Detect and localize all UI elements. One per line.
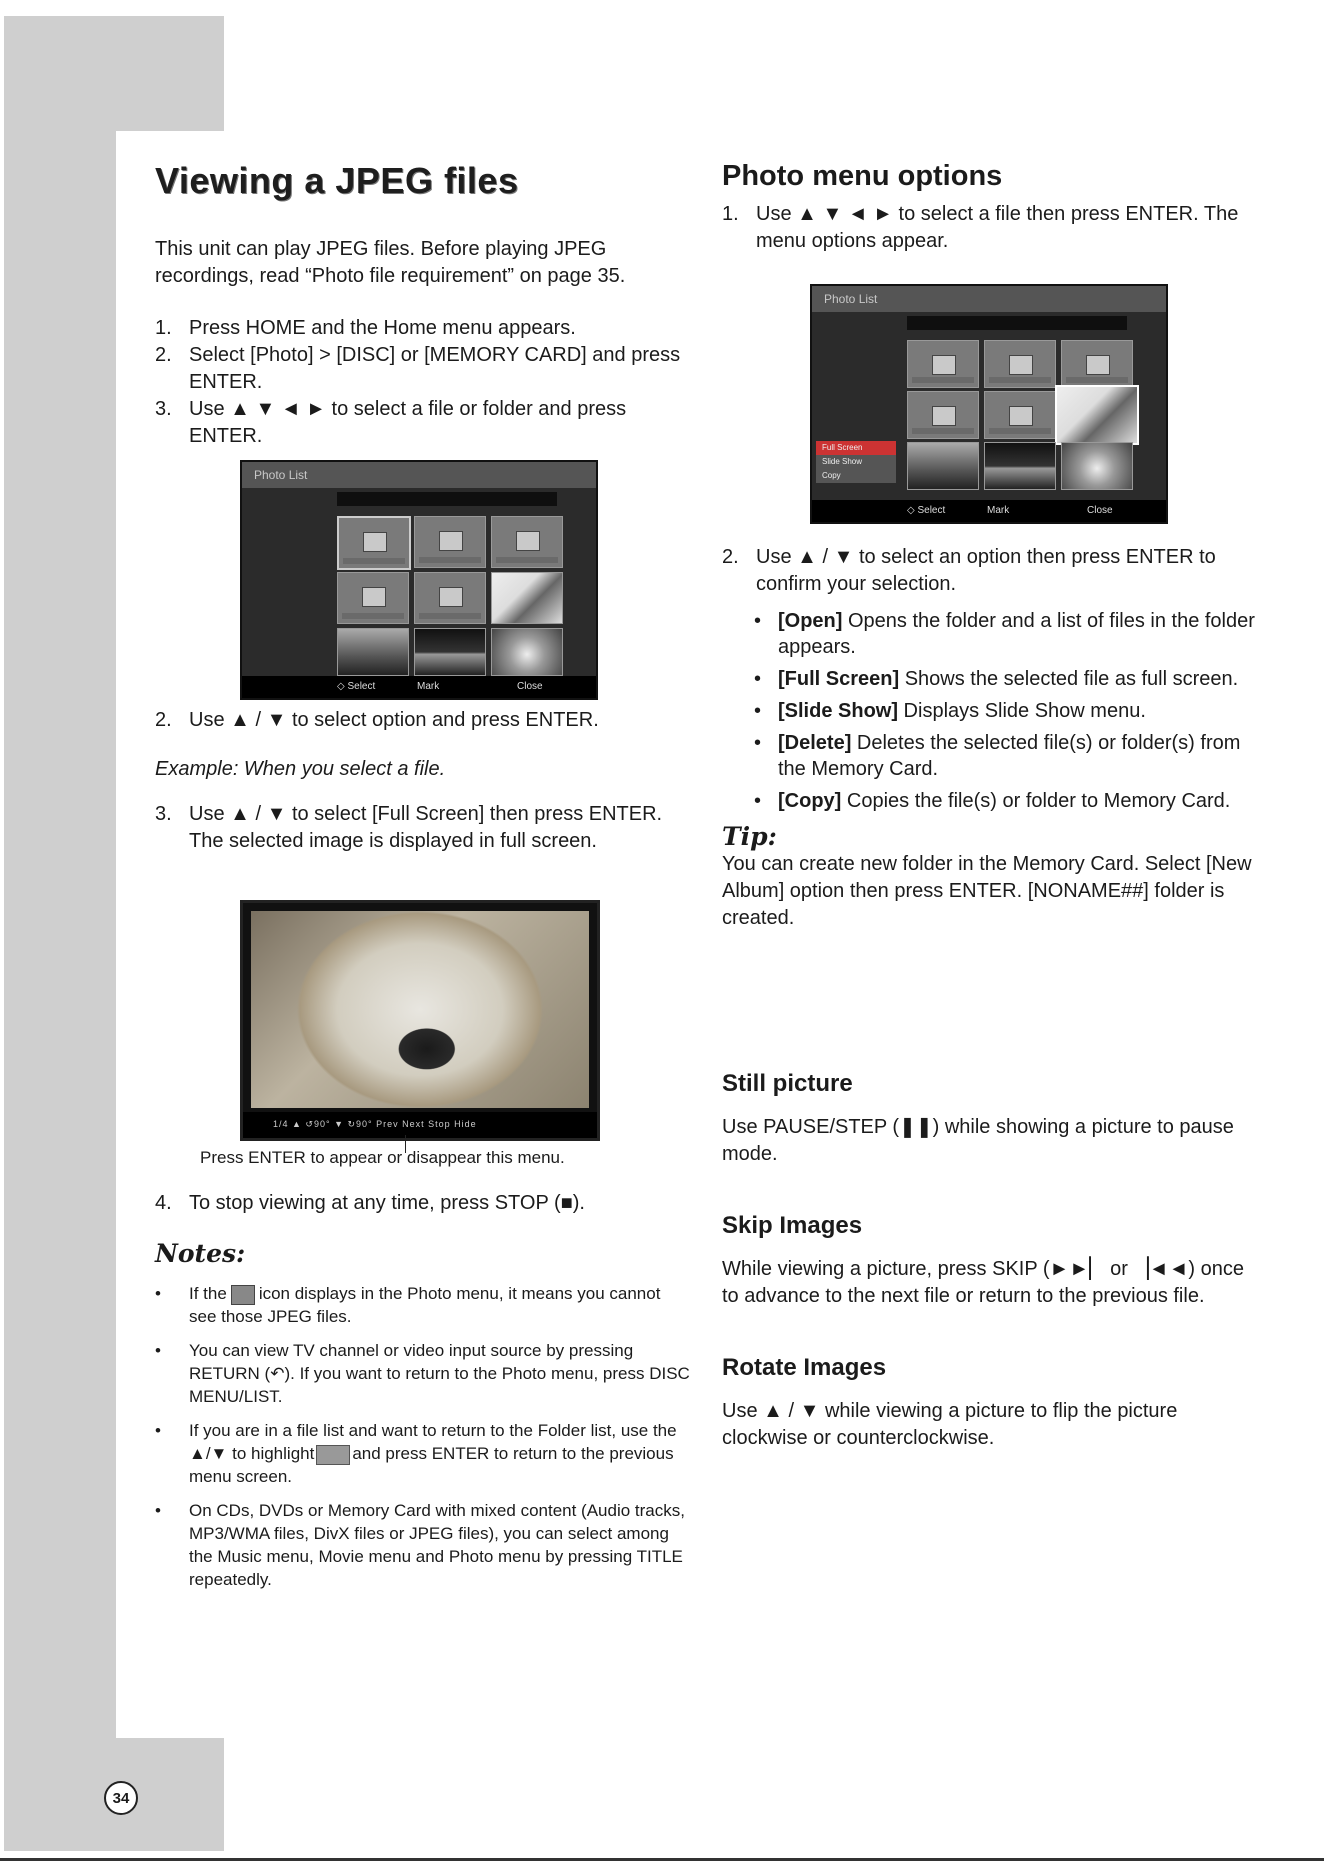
folder-tile bbox=[1061, 340, 1133, 388]
options-list bbox=[722, 608, 1262, 814]
margin-tab-top bbox=[4, 16, 224, 131]
folder-tile bbox=[984, 340, 1056, 388]
parent-folder-icon bbox=[316, 1445, 350, 1465]
example-text: Example: When you select a file. bbox=[155, 758, 446, 780]
option-item: • [Full Screen] Shows the selected file as full screen. bbox=[754, 668, 1239, 690]
photo-menu-screenshot bbox=[810, 284, 1168, 524]
rotate-images-text: Use ▲ / ▼ while viewing a picture to flip the picture clockwise or counterclockwise. bbox=[722, 1400, 1178, 1449]
folder-tile bbox=[337, 516, 411, 570]
option-item: • [Open] Opens the folder and a list of files in the folder appears. bbox=[754, 610, 1255, 658]
tip-heading: Tip: bbox=[722, 822, 777, 851]
option-item: • [Copy] Copies the file(s) or folder to Memory Card. bbox=[754, 790, 1231, 812]
step-item: 2. Use ▲ / ▼ to select option and press ENTER. bbox=[155, 709, 599, 731]
photo-thumbnail bbox=[1061, 442, 1133, 490]
option-item: • [Slide Show] Displays Slide Show menu. bbox=[754, 700, 1146, 722]
screen-title: Photo List bbox=[254, 468, 308, 482]
steps-list-b bbox=[155, 707, 690, 734]
rotate-images-title: Rotate Images bbox=[722, 1354, 887, 1381]
bottom-rule bbox=[0, 1858, 1324, 1861]
folder-tile bbox=[907, 340, 979, 388]
still-picture-text: Use PAUSE/STEP (❚❚) while showing a picture to pause mode. bbox=[722, 1116, 1234, 1165]
folder-tile bbox=[414, 572, 486, 624]
path-bar bbox=[907, 316, 1127, 330]
note-item: • If the icon displays in the Photo menu, it means you cannot see those JPEG files. bbox=[155, 1284, 661, 1326]
left-steps-b bbox=[155, 707, 690, 855]
folder-tile bbox=[984, 391, 1056, 439]
photo-thumbnail bbox=[491, 628, 563, 676]
folder-icon bbox=[439, 587, 463, 607]
folder-tile bbox=[337, 572, 409, 624]
right-steps-1 bbox=[722, 201, 1262, 255]
folder-tile bbox=[907, 391, 979, 439]
folder-tile bbox=[491, 516, 563, 568]
steps-list-a bbox=[155, 315, 690, 450]
folder-icon bbox=[932, 355, 956, 375]
note-item: • On CDs, DVDs or Memory Card with mixed content (Audio tracks, MP3/WMA files, DivX files or JPEG files), you can select among the Music menu, Movie menu and Photo menu by pressing TITLE repeatedly. bbox=[155, 1501, 685, 1589]
path-bar bbox=[337, 492, 557, 506]
menu-item: Copy bbox=[822, 471, 841, 480]
photo-thumbnail bbox=[984, 442, 1056, 490]
skip-images-text: While viewing a picture, press SKIP (►►▏ or ▕◄◄) once to advance to the next file or return to the previous file. bbox=[722, 1258, 1244, 1307]
menu-item: Slide Show bbox=[822, 457, 863, 466]
folder-icon bbox=[1009, 355, 1033, 375]
note-item: • If you are in a file list and want to return to the Folder list, use the ▲/▼ to highlight and press ENTER to return to the previous menu screen. bbox=[155, 1421, 677, 1486]
still-picture-title: Still picture bbox=[722, 1070, 853, 1097]
steps-list-d bbox=[155, 1190, 690, 1217]
step-item: 2. Select [Photo] > [DISC] or [MEMORY CARD] and press ENTER. bbox=[155, 344, 681, 393]
right-lower bbox=[722, 544, 1262, 932]
right-bottom bbox=[722, 1070, 1262, 1452]
step-item: 2. Use ▲ / ▼ to select an option then press ENTER to confirm your selection. bbox=[722, 546, 1216, 595]
step-item: 3. Use ▲ / ▼ to select [Full Screen] then press ENTER. The selected image is displayed in full screen. bbox=[155, 803, 663, 852]
photo-thumbnail bbox=[907, 442, 979, 490]
notes-heading: Notes: bbox=[155, 1239, 246, 1268]
folder-icon bbox=[439, 531, 463, 551]
options-menu bbox=[816, 441, 896, 483]
fullscreen-menu-bar: 1/4 ▲ ↺90° ▼ ↻90° Prev Next Stop Hide bbox=[243, 1112, 597, 1138]
right-steps-2 bbox=[722, 544, 1262, 598]
intro-paragraph: This unit can play JPEG files. Before playing JPEG recordings, read “Photo file requirement” on page 35. bbox=[155, 238, 626, 287]
folder-icon bbox=[516, 531, 540, 551]
screen-statusbar: ◇ Select Mark Close bbox=[242, 676, 596, 698]
tip-text: You can create new folder in the Memory Card. Select [New Album] option then press ENTER. [NONAME##] folder is created. bbox=[722, 853, 1252, 929]
option-item: • [Delete] Deletes the selected file(s) or folder(s) from the Memory Card. bbox=[754, 732, 1241, 780]
photo-thumbnail bbox=[337, 628, 409, 676]
notes-list bbox=[155, 1282, 690, 1591]
left-column bbox=[155, 160, 690, 450]
margin-strip bbox=[4, 131, 116, 1851]
folder-icon bbox=[932, 406, 956, 426]
page-number: 34 bbox=[104, 1781, 138, 1815]
unsupported-file-icon bbox=[231, 1285, 255, 1305]
step-item: 3. Use ▲ ▼ ◄ ► to select a file or folder and press ENTER. bbox=[155, 398, 627, 447]
step-item: 4. To stop viewing at any time, press STOP (■). bbox=[155, 1192, 585, 1214]
steps-list-c bbox=[155, 801, 690, 855]
photo-thumbnail-selected bbox=[1055, 385, 1139, 445]
right-column bbox=[722, 160, 1262, 255]
screen-statusbar: ◇ Select Mark Close bbox=[812, 500, 1166, 522]
folder-icon bbox=[363, 532, 387, 552]
folder-icon bbox=[1086, 355, 1110, 375]
skip-images-title: Skip Images bbox=[722, 1212, 863, 1239]
photo-thumbnail bbox=[491, 572, 563, 624]
fullscreen-screenshot bbox=[240, 900, 600, 1141]
page-title: Viewing a JPEG files bbox=[155, 160, 519, 201]
step-item: 1. Press HOME and the Home menu appears. bbox=[155, 317, 576, 339]
menu-item: Full Screen bbox=[816, 441, 896, 455]
section-title: Photo menu options bbox=[722, 160, 1003, 192]
dog-photo bbox=[251, 911, 589, 1108]
left-bottom bbox=[155, 1190, 690, 1602]
step-item: 1. Use ▲ ▼ ◄ ► to select a file then press ENTER. The menu options appear. bbox=[722, 203, 1239, 252]
screen-title: Photo List bbox=[824, 292, 878, 306]
photo-thumbnail bbox=[414, 628, 486, 676]
screenshot-caption: Press ENTER to appear or disappear this menu. bbox=[200, 1148, 565, 1167]
note-item: • You can view TV channel or video input source by pressing RETURN (↶). If you want to return to the Photo menu, press DISC MENU/LIST. bbox=[155, 1341, 690, 1406]
folder-icon bbox=[1009, 406, 1033, 426]
folder-tile bbox=[414, 516, 486, 568]
photo-list-screenshot bbox=[240, 460, 598, 700]
folder-icon bbox=[362, 587, 386, 607]
